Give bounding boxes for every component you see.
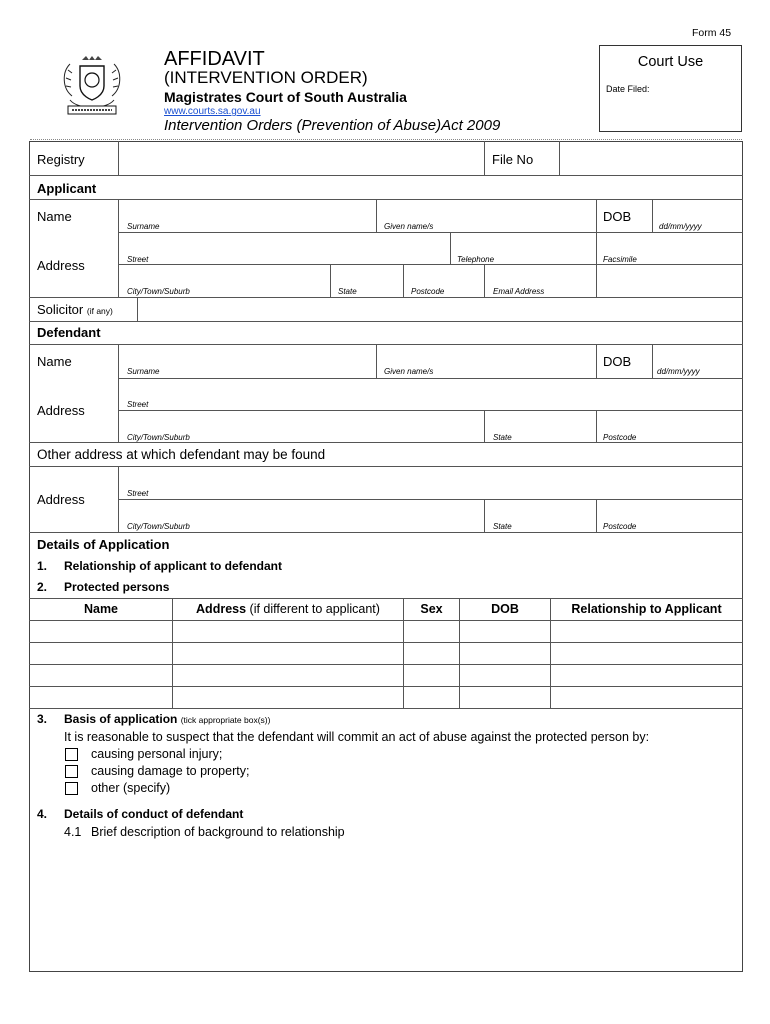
defendant-given-names-caption: Given name/s <box>384 367 434 376</box>
column-header-address <box>173 602 403 616</box>
applicant-street-input[interactable] <box>119 233 449 263</box>
header-separator <box>30 139 742 140</box>
item-4-1-label: Brief description of background to relationship <box>91 825 345 839</box>
registry-input[interactable] <box>119 142 483 174</box>
defendant-postcode-caption: Postcode <box>603 433 637 442</box>
column-header-dob: DOB <box>491 602 519 616</box>
solicitor-note: (if any) <box>86 306 113 316</box>
column-header-address-bold: Address <box>196 602 247 616</box>
date-filed-label: Date Filed: <box>606 84 650 94</box>
defendant-heading: Defendant <box>37 325 101 340</box>
other-city-caption: City/Town/Suburb <box>127 522 190 531</box>
defendant-state-caption: State <box>493 433 512 442</box>
item-2-number: 2. <box>37 580 48 594</box>
applicant-street-caption: Street <box>127 255 149 264</box>
other-address-label: Address <box>37 492 85 507</box>
applicant-dob-format: dd/mm/yyyy <box>659 222 702 231</box>
item-4-1-number: 4.1 <box>64 825 82 839</box>
solicitor-label <box>37 302 113 317</box>
table-row[interactable] <box>30 665 742 686</box>
checkbox-personal-injury[interactable] <box>65 748 78 761</box>
defendant-dob-label: DOB <box>603 354 632 369</box>
item-3-statement: It is reasonable to suspect that the defendant will commit an act of abuse against the protected person by: <box>64 730 650 744</box>
table-row[interactable] <box>30 621 742 642</box>
applicant-address-label: Address <box>37 258 85 273</box>
court-use-title: Court Use <box>637 54 704 70</box>
item-3-number: 3. <box>37 712 48 726</box>
item-1-number: 1. <box>37 559 48 573</box>
defendant-surname-caption: Surname <box>127 367 160 376</box>
court-crest-logo <box>56 52 128 124</box>
item-3-note: (tick appropriate box(s)) <box>180 715 271 725</box>
column-header-address-note: (if different to applicant) <box>249 602 380 616</box>
applicant-surname-caption: Surname <box>127 222 160 231</box>
option-damage-property: causing damage to property; <box>91 764 250 778</box>
column-header-relationship: Relationship to Applicant <box>571 602 722 616</box>
item-4-label: Details of conduct of defendant <box>64 807 244 821</box>
applicant-name-label: Name <box>37 209 72 224</box>
other-street-input[interactable] <box>119 467 742 498</box>
applicant-state-caption: State <box>338 287 357 296</box>
checkbox-damage-property[interactable] <box>65 765 78 778</box>
other-street-caption: Street <box>127 489 149 498</box>
defendant-street-caption: Street <box>127 400 149 409</box>
file-no-input[interactable] <box>560 142 742 174</box>
form-subtitle: (INTERVENTION ORDER) <box>164 68 368 87</box>
details-heading: Details of Application <box>37 537 170 552</box>
item-4-number: 4. <box>37 807 48 821</box>
background-description-textarea[interactable] <box>64 843 740 969</box>
other-state-caption: State <box>493 522 512 531</box>
column-header-name: Name <box>83 602 119 616</box>
form-title: AFFIDAVIT <box>164 48 265 70</box>
applicant-heading: Applicant <box>37 181 97 196</box>
registry-label: Registry <box>37 152 85 167</box>
applicant-postcode-caption: Postcode <box>411 287 445 296</box>
defendant-address-label: Address <box>37 403 85 418</box>
option-other: other (specify) <box>91 781 171 795</box>
court-website-link[interactable]: www.courts.sa.gov.au <box>164 106 261 117</box>
applicant-email-caption: Email Address <box>493 287 545 296</box>
table-row[interactable] <box>30 643 742 664</box>
column-header-sex: Sex <box>420 602 443 616</box>
applicant-telephone-caption: Telephone <box>457 255 495 264</box>
checkbox-other[interactable] <box>65 782 78 795</box>
defendant-name-label: Name <box>37 354 72 369</box>
form-number: Form 45 <box>692 27 732 39</box>
solicitor-input[interactable] <box>138 298 742 320</box>
defendant-dob-format: dd/mm/yyyy <box>657 367 700 376</box>
other-postcode-caption: Postcode <box>603 522 637 531</box>
act-title: Intervention Orders (Prevention of Abuse)Act 2009 <box>164 117 501 134</box>
court-name: Magistrates Court of South Australia <box>164 89 407 105</box>
other-address-heading: Other address at which defendant may be found <box>37 447 326 462</box>
item-3-label <box>64 712 270 726</box>
applicant-dob-label: DOB <box>603 209 632 224</box>
item-2-label: Protected persons <box>64 580 170 594</box>
file-no-label: File No <box>492 152 534 167</box>
applicant-city-caption: City/Town/Suburb <box>127 287 190 296</box>
table-row[interactable] <box>30 687 742 708</box>
defendant-street-input[interactable] <box>119 379 742 409</box>
applicant-given-names-caption: Given name/s <box>384 222 434 231</box>
applicant-facsimile-caption: Facsimile <box>603 255 637 264</box>
item-1-label: Relationship of applicant to defendant <box>64 559 283 573</box>
solicitor-label-text: Solicitor <box>37 302 84 317</box>
option-personal-injury: causing personal injury; <box>91 747 223 761</box>
defendant-city-caption: City/Town/Suburb <box>127 433 190 442</box>
item-3-label-text: Basis of application <box>64 712 178 726</box>
